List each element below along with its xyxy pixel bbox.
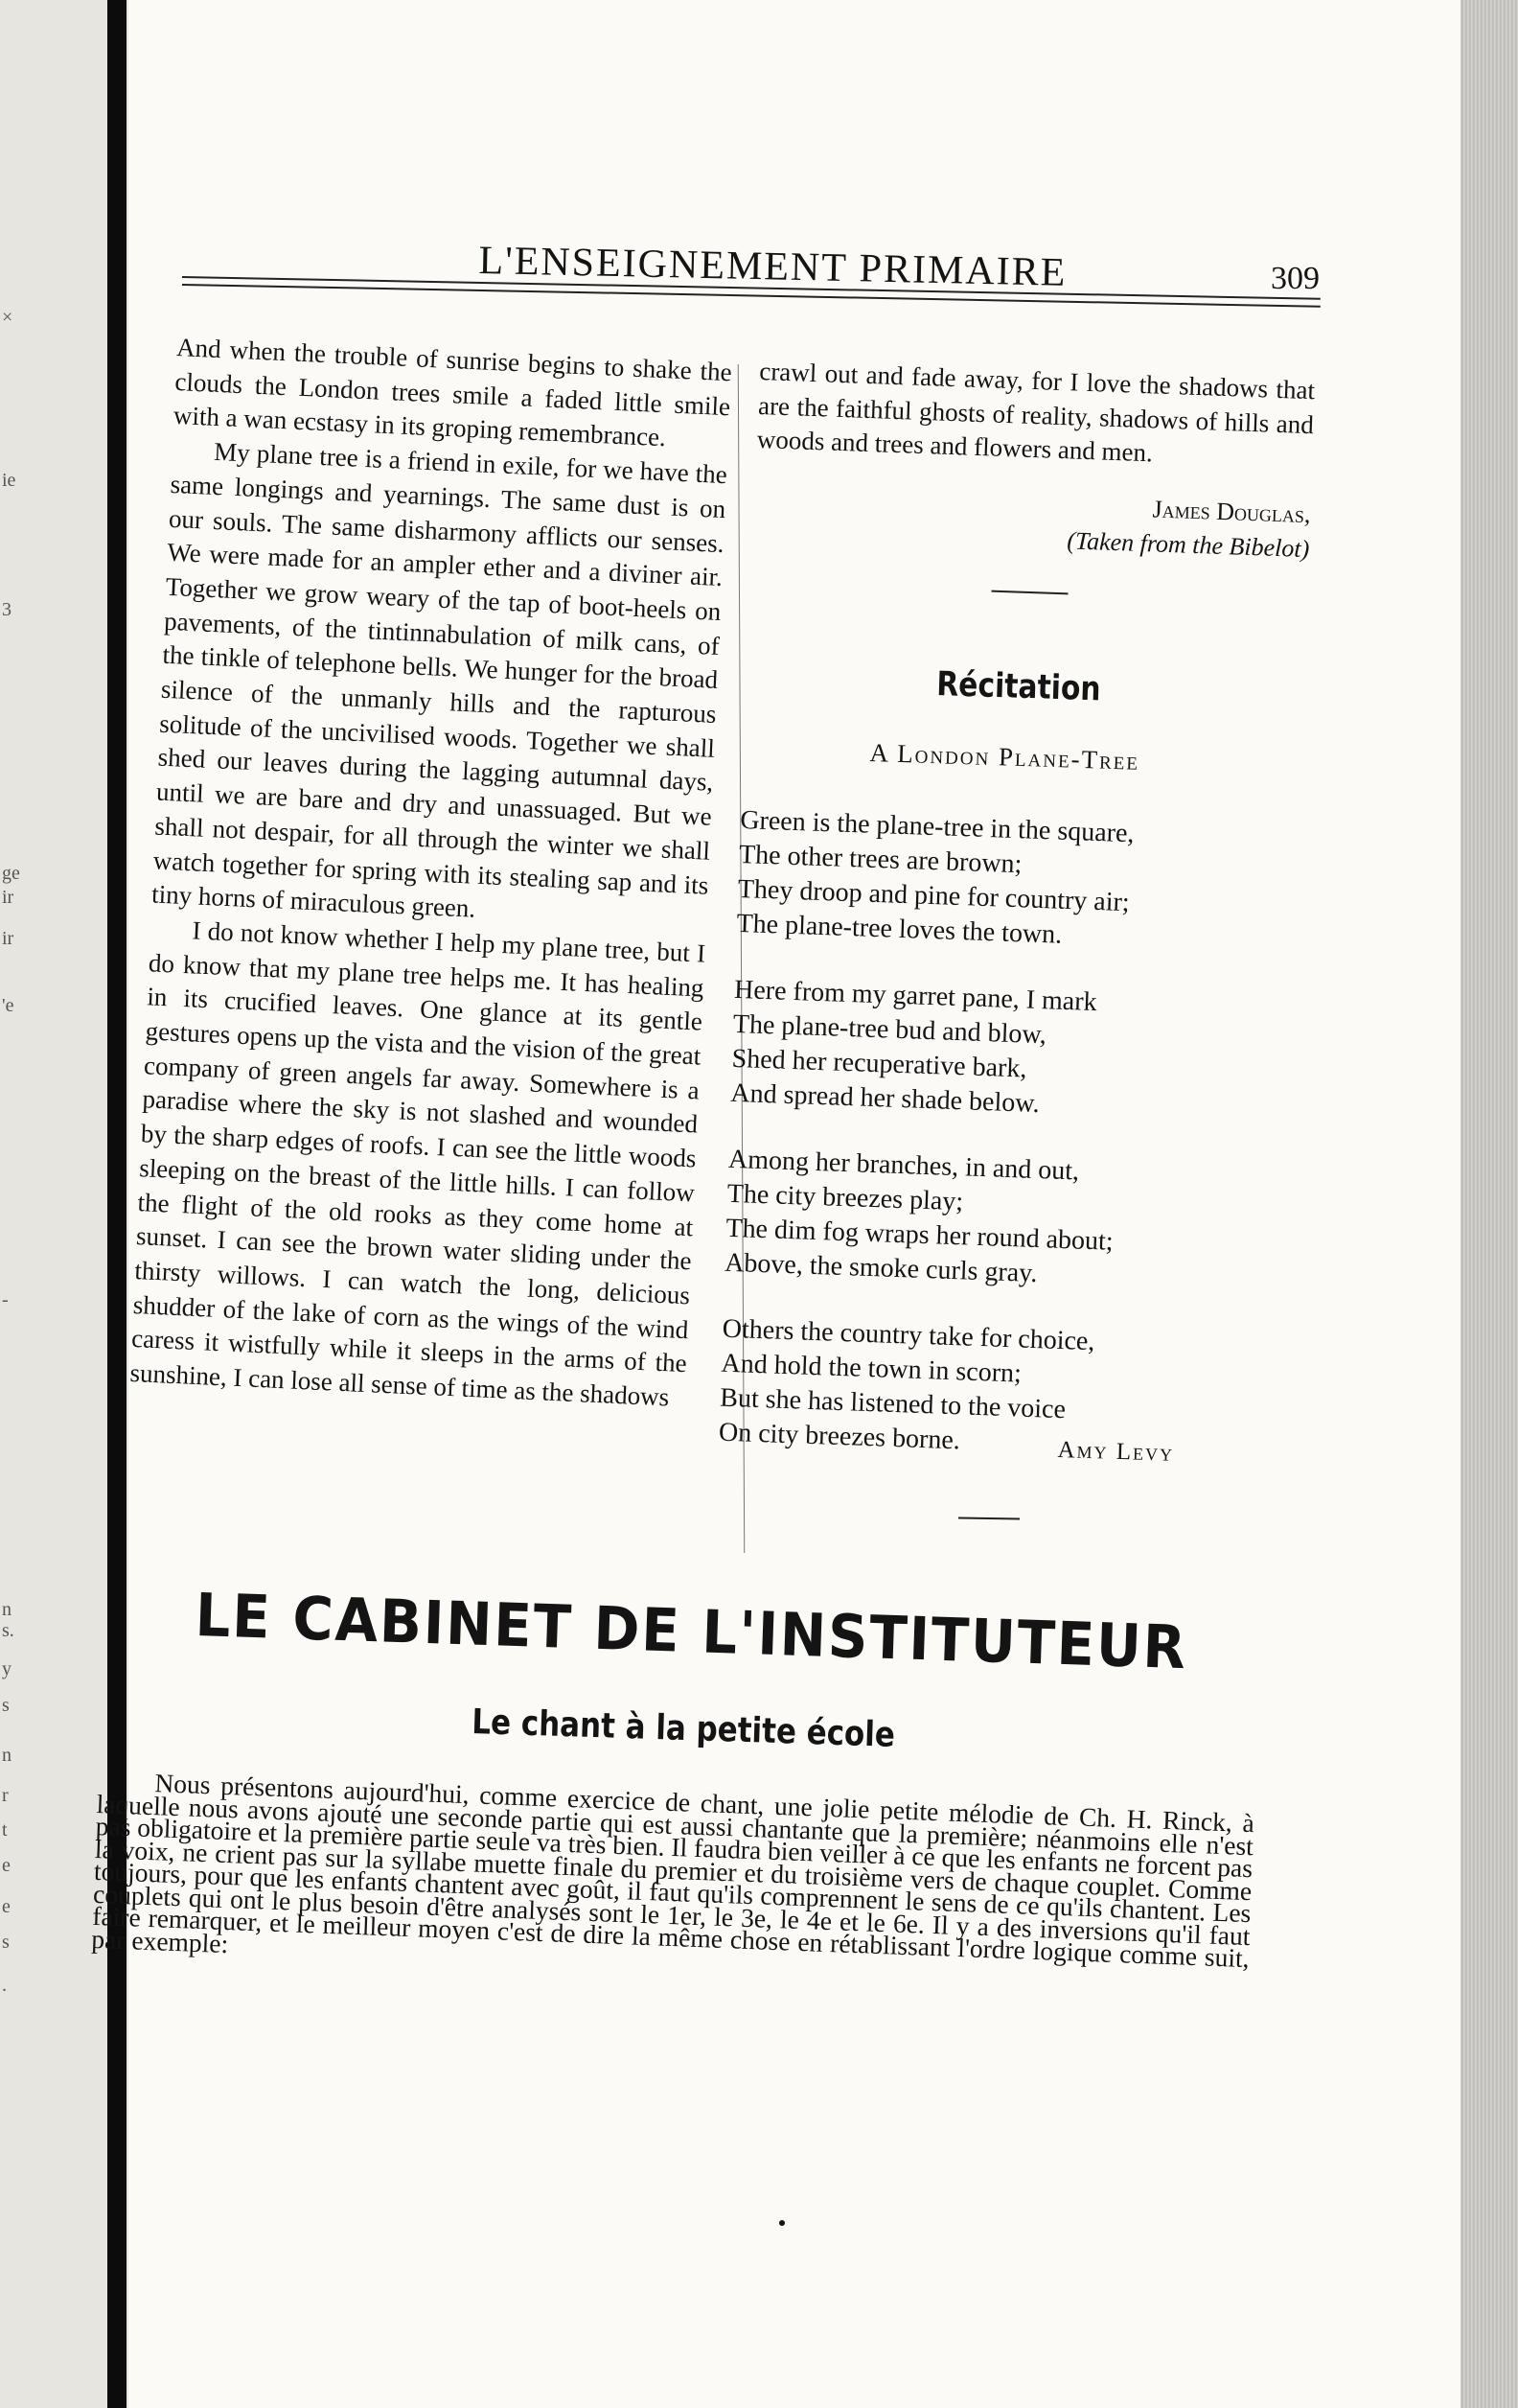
poem-line: And spread her shade below. bbox=[729, 1077, 1041, 1120]
section-subtitle: Le chant à la petite école bbox=[471, 1702, 896, 1755]
poem-line: The other trees are brown; bbox=[738, 839, 1023, 880]
stanza bbox=[724, 1143, 1228, 1298]
running-title: L'ENSEIGNEMENT PRIMAIRE bbox=[478, 238, 1068, 295]
page-edges bbox=[1460, 0, 1518, 2408]
poem-line: The city breezes play; bbox=[726, 1178, 964, 1217]
poem-author: Amy Levy bbox=[1057, 1437, 1175, 1467]
poem-line: And hold the town in scorn; bbox=[721, 1348, 1023, 1389]
page-number: 309 bbox=[1271, 261, 1320, 296]
poem-line: Green is the plane-tree in the square, bbox=[739, 804, 1135, 849]
book-spine-shadow bbox=[107, 0, 126, 2408]
margin-fragment: s bbox=[2, 1932, 10, 1953]
recitation-heading: Récitation bbox=[935, 665, 1102, 709]
margin-fragment: × bbox=[2, 307, 13, 328]
poem-line: Here from my garret pane, I mark bbox=[733, 974, 1098, 1018]
poem-line: But she has listened to the voice bbox=[719, 1382, 1067, 1425]
margin-fragment: ge bbox=[2, 863, 20, 884]
margin-fragment: 'e bbox=[2, 995, 14, 1016]
margin-fragment: e bbox=[2, 1896, 11, 1917]
margin-fragment: ie bbox=[2, 470, 16, 491]
margin-fragment: e bbox=[2, 1855, 11, 1876]
poem-line: The plane-tree loves the town. bbox=[736, 908, 1063, 950]
paragraph: I do not know whether I help my plane tree, but I do know that my plane tree helps me. It has healing in its crucified leaves. One glance at its gentle gestures opens up the vista and the vision of the great company of green angels far away. Somewhere is a paradise where the sky is not slashed and wounded by the sharp edges of roofs. I can see the little woods sleeping on the breast of the little hills. I can follow the flight of the old rooks as they come home at sunset. I can see the brown water sliding under the thirsty willows. I can watch the long, delicious shudder of the lake of corn as the wings of the wind caress it wistfully while it sleeps in the arms of the sunshine, I can lose all sense of time as the shadows bbox=[128, 915, 706, 1412]
poem-line: On city breezes borne. bbox=[718, 1417, 961, 1456]
margin-fragment: n bbox=[2, 1599, 12, 1620]
poem bbox=[717, 803, 1238, 1499]
margin-fragment: n bbox=[2, 1745, 12, 1766]
paragraph: Nous présentons aujourd'hui, comme exercice de chant, une jolie petite mélodie de Ch. H. Rinck, à laquelle nous avons ajouté une seconde partie qui est aussi chantante que la première; néanmoins elle n'est pas obligatoire et la première partie seule va très bien. Il faudra bien veiller à ce que les enfants ne forcent pas la voix, ne crient pas sur la syllabe muette finale du premier et du troisième vers de chaque couplet. Comme toujours, pour que les enfants chantent avec goût, il faut qu'ils comprennent le sens de ce qu'ils chantent. Les couplets qui ont le plus besoin d'être analysés sont le 1er, le 3e, le 4e et le 6e. Il y a des inversions qu'il faut faire remarquer, et le meilleur moyen c'est de dire la même chose en rétablissant l'ordre logique comme suit, par exemple: bbox=[90, 1768, 1255, 1974]
margin-fragment: ir bbox=[2, 928, 14, 949]
poem-line: Others the country take for choice, bbox=[722, 1313, 1095, 1357]
margin-fragment: - bbox=[2, 1289, 9, 1310]
author-signature: James Douglas, bbox=[1152, 495, 1312, 529]
margin-fragment: r bbox=[2, 1785, 9, 1806]
poem-line: They droop and pine for country air; bbox=[737, 873, 1131, 918]
margin-fragment: s bbox=[2, 1695, 10, 1716]
poem-line: Among her branches, in and out, bbox=[727, 1144, 1080, 1187]
poem-title: A London Plane-Tree bbox=[869, 738, 1140, 776]
paragraph-continuation: crawl out and fade away, for I love the shadows that are the faithful ghosts of reality, shadows of hills and woods and trees and flowers and men. bbox=[756, 356, 1316, 468]
stanza bbox=[730, 973, 1233, 1128]
margin-fragment: ir bbox=[2, 887, 14, 908]
paragraph: And when the trouble of sunrise begins to shake the clouds the London trees smile a faded little smile with a wan ecstasy in its groping remembrance. bbox=[172, 332, 733, 452]
margin-fragment: y bbox=[2, 1658, 12, 1679]
margin-fragment: t bbox=[2, 1819, 8, 1841]
section-title: LE CABINET DE L'INSTITUTEUR bbox=[194, 1580, 1189, 1683]
stanza bbox=[736, 803, 1239, 959]
poem-line: Above, the smoke curls gray. bbox=[724, 1247, 1038, 1289]
ink-dot bbox=[779, 2220, 785, 2226]
right-column bbox=[750, 355, 1315, 636]
left-column bbox=[129, 331, 733, 1416]
source-note: (Taken from the Bibelot) bbox=[1066, 526, 1310, 563]
margin-fragment: . bbox=[2, 1975, 7, 1996]
margin-fragment: s. bbox=[2, 1620, 14, 1641]
poem-line: The dim fog wraps her round about; bbox=[724, 1213, 1115, 1257]
poem-line: The plane-tree bud and blow, bbox=[732, 1008, 1047, 1051]
paragraph: My plane tree is a friend in exile, for we have the same longings and yearnings. The same dust is on our souls. The same disharmony afflicts our senses. We were made for an ampler ether and a diviner air. Together we grow weary of the tap of boot-heels on pavements, of the tintinnabulation of milk cans, of the tinkle of telephone bells. We hunger for the broad silence of the unmanly hills and the rapturous solitude of the uncivilised woods. Together we shall shed our leaves during the lagging autumnal days, until we are bare and dry and unassuaged. But we shall not despair, for all through the winter we shall watch together for spring with its stealing sap and its tiny horns of miraculous green. bbox=[150, 436, 728, 923]
section-separator bbox=[992, 590, 1069, 594]
margin-fragment: 3 bbox=[2, 599, 12, 620]
poem-line: Shed her recuperative bark, bbox=[731, 1043, 1027, 1084]
